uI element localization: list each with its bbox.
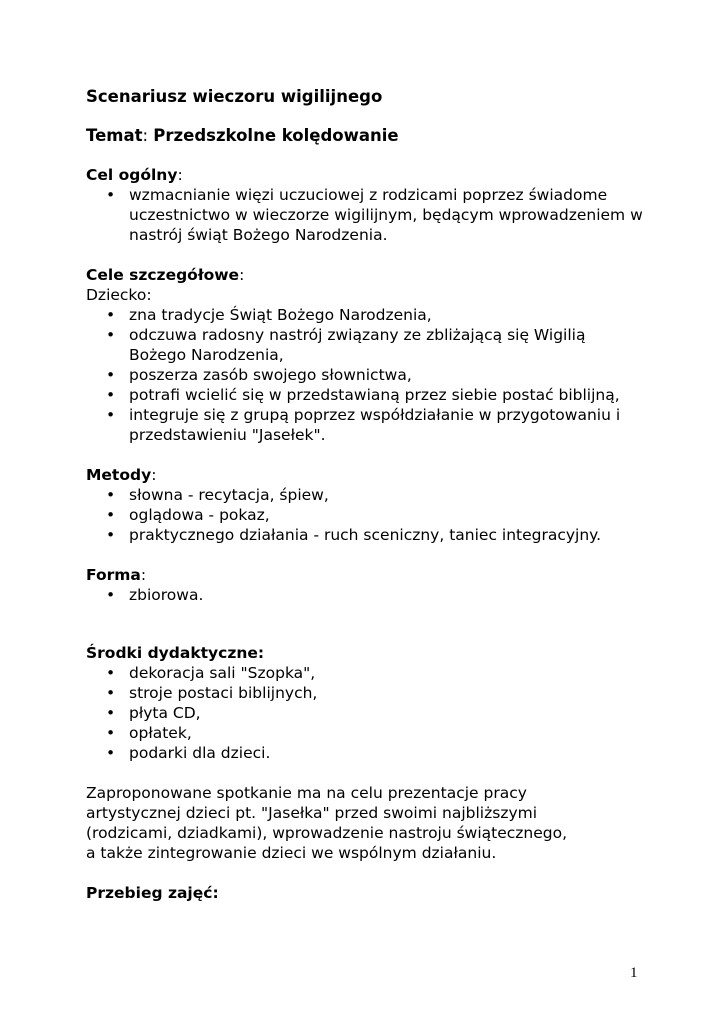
- list-item: • zna tradycje Świąt Bożego Narodzenia,: [86, 305, 646, 325]
- page-number: 1: [630, 965, 638, 981]
- list-item: • opłatek,: [86, 723, 646, 743]
- teaching-aids-section: [86, 643, 646, 763]
- summary-line: (rodzicami, dziadkami), wprowadzenie nastroju świątecznego,: [86, 824, 568, 842]
- methods-section: [86, 465, 646, 545]
- summary-line: Zaproponowane spotkanie ma na celu prezentacje pracy: [86, 784, 527, 802]
- teaching-aids-list: [86, 663, 646, 763]
- form-list: [86, 585, 646, 605]
- summary-paragraph: [86, 783, 646, 863]
- specific-goals-heading: Cele szczegółowe:: [86, 266, 245, 284]
- general-goal-heading: Cel ogólny:: [86, 166, 183, 184]
- list-item: • zbiorowa.: [86, 585, 646, 605]
- methods-list: [86, 485, 646, 545]
- list-item: • płyta CD,: [86, 703, 646, 723]
- list-item: • wzmacnianie więzi uczuciowej z rodzicami poprzez świadome uczestnictwo w wieczorze wigilijnym, będącym wprowadzeniem w nastrój świąt Bożego Narodzenia.: [86, 185, 646, 245]
- list-item: • słowna - recytacja, śpiew,: [86, 485, 646, 505]
- course-heading: Przebieg zajęć:: [86, 884, 219, 902]
- list-item: • potrafi wcielić się w przedstawianą przez siebie postać biblijną,: [86, 385, 646, 405]
- methods-label: Metody: [86, 466, 152, 484]
- form-section: [86, 565, 646, 605]
- specific-goals-label: Cele szczegółowe: [86, 266, 240, 284]
- methods-heading: Metody:: [86, 466, 157, 484]
- specific-goals-intro: Dziecko:: [86, 286, 152, 304]
- topic-label: Temat: [86, 126, 143, 145]
- list-item: • praktycznego działania - ruch sceniczny, taniec integracyjny.: [86, 525, 646, 545]
- list-item: • stroje postaci biblijnych,: [86, 683, 646, 703]
- list-item: • oglądowa - pokaz,: [86, 505, 646, 525]
- form-label: Forma: [86, 566, 141, 584]
- summary-line: a także zintegrowanie dzieci we wspólnym działaniu.: [86, 844, 497, 862]
- specific-goals-list: [86, 305, 646, 445]
- general-goal-list: [86, 185, 646, 245]
- topic-line: Temat: Przedszkolne kolędowanie: [86, 126, 399, 145]
- list-item: • integruje się z grupą poprzez współdziałanie w przygotowaniu i przedstawieniu "Jasełek".: [86, 405, 646, 445]
- list-item: • podarki dla dzieci.: [86, 743, 646, 763]
- list-item: • poszerza zasób swojego słownictwa,: [86, 365, 646, 385]
- form-heading: Forma:: [86, 566, 147, 584]
- topic-value: Przedszkolne kolędowanie: [153, 126, 399, 145]
- general-goal-label: Cel ogólny: [86, 166, 178, 184]
- general-goal-section: [86, 165, 646, 245]
- document-page: [86, 86, 646, 903]
- document-title: Scenariusz wieczoru wigilijnego: [86, 87, 383, 106]
- list-item: • odczuwa radosny nastrój związany ze zbliżającą się Wigilią Bożego Narodzenia,: [86, 325, 646, 365]
- summary-line: artystycznej dzieci pt. "Jasełka" przed swoimi najbliższymi: [86, 804, 538, 822]
- list-item: • dekoracja sali "Szopka",: [86, 663, 646, 683]
- specific-goals-section: [86, 265, 646, 445]
- teaching-aids-heading: Środki dydaktyczne:: [86, 644, 265, 662]
